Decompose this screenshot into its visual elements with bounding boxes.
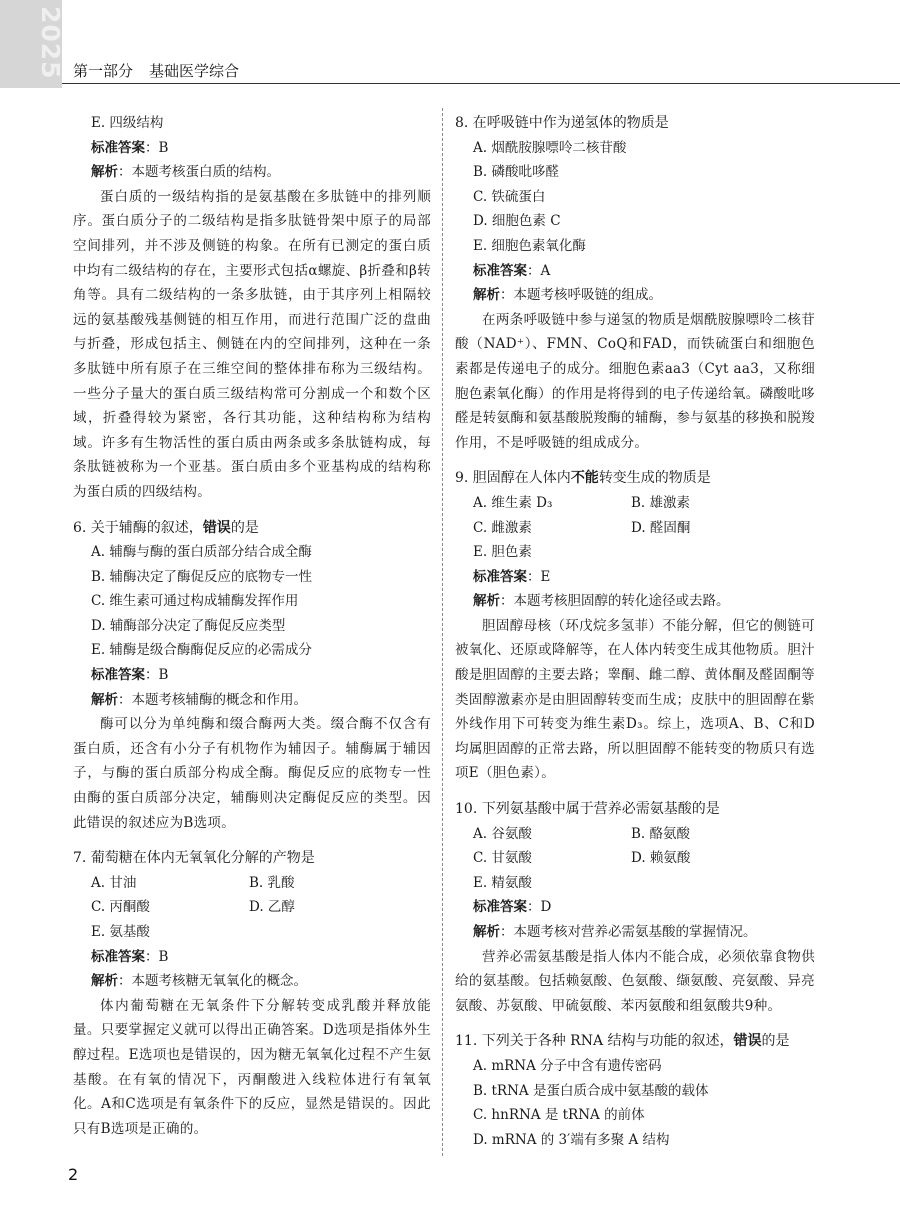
answer-value: ：B <box>145 948 169 965</box>
option-b: B. 酪氨酸 <box>631 825 691 842</box>
left-column <box>73 111 431 1152</box>
option-d: D. mRNA 的 3′端有多聚 A 结构 <box>473 1131 670 1148</box>
options-grid <box>455 491 815 540</box>
option-c: C. 甘氨酸 <box>473 850 532 867</box>
explanation-paragraph: 蛋白质的一级结构指的是氨基酸在多肽链中的排列顺序。蛋白质分子的二级结构是指多肽链骨架中原子的局部空间排列，并不涉及侧链的构象。在所有已测定的蛋白质中均有二级结构的存在，主要形式包括α螺旋、β折叠和β转角等。具有二级结构的一条多肽链，由于其序列上相隔较远的氨基酸残基侧链的相互作用，而进行范围广泛的盘曲与折叠，形成包括主、侧链在内的空间排列，这种在一条多肽链中所有原子在三维空间的整体排布称为三级结构。一些分子量大的蛋白质三级结构常可分割成一个和数个区域，折叠得较为紧密，各行其功能，这种结构称为结构域。许多有生物活性的蛋白质由两条或多条肽链构成，每条肽链被称为一个亚基。蛋白质由多个亚基构成的结构称为蛋白质的四级结构。 <box>73 188 431 500</box>
options-grid <box>455 822 815 871</box>
option-a: A. 烟酰胺腺嘌呤二核苷酸 <box>473 139 627 156</box>
analysis-label: 解析 <box>473 593 500 610</box>
analysis-label: 解析 <box>473 287 500 304</box>
stem-emphasis: 错误 <box>202 519 231 536</box>
answer-label: 标准答案 <box>473 899 527 916</box>
answer-line <box>73 945 431 970</box>
answer-line <box>73 663 431 688</box>
analysis-value: ：本题考核蛋白质的结构。 <box>118 164 280 181</box>
option-d: D. 醛固酮 <box>631 519 691 536</box>
option-c: C. 雌激素 <box>473 519 532 536</box>
option-a: A. mRNA 分子中含有遗传密码 <box>473 1057 662 1074</box>
subject-label: 基础医学综合 <box>149 62 240 80</box>
answer-label: 标准答案 <box>91 139 145 156</box>
question-7 <box>73 846 431 1141</box>
analysis-line <box>73 160 431 185</box>
options-grid <box>73 871 431 920</box>
analysis-line <box>455 283 815 308</box>
year-tab <box>0 0 65 88</box>
option-b: B. 磷酸吡哆醛 <box>473 164 560 181</box>
option-a: A. 甘油 <box>91 874 137 891</box>
answer-label: 标准答案 <box>473 262 527 279</box>
question-10 <box>455 797 815 1018</box>
question-stem <box>455 466 815 491</box>
question-6 <box>73 516 431 836</box>
question-9 <box>455 466 815 786</box>
option-a: A. 辅酶与酶的蛋白质部分结合成全酶 <box>91 544 312 561</box>
analysis-value: ：本题考核糖无氧氧化的概念。 <box>118 973 307 990</box>
stem-prefix: 9. 胆固醇在人体内 <box>455 470 571 487</box>
option-c: C. 丙酮酸 <box>91 899 150 916</box>
question-stem <box>73 516 431 541</box>
right-column <box>455 111 815 1163</box>
answer-label: 标准答案 <box>473 568 527 585</box>
option-d: D. 赖氨酸 <box>631 850 691 867</box>
answer-value: ：D <box>527 899 552 916</box>
question-8 <box>455 111 815 455</box>
question-5-tail <box>73 111 431 505</box>
answer-label: 标准答案 <box>91 948 145 965</box>
option-c: C. 铁硫蛋白 <box>473 188 546 205</box>
running-header <box>73 60 239 81</box>
option-c: C. hnRNA 是 tRNA 的前体 <box>473 1107 645 1124</box>
option-b: B. 乳酸 <box>249 874 295 891</box>
answer-line <box>455 259 815 284</box>
answer-value: ：A <box>527 262 551 279</box>
analysis-line <box>73 688 431 713</box>
stem-prefix: 6. 关于辅酶的叙述， <box>73 519 203 536</box>
question-stem: 8. 在呼吸链中作为递氢体的物质是 <box>455 115 669 131</box>
header-rule <box>62 83 900 84</box>
question-11 <box>455 1029 815 1152</box>
option-e: E. 细胞色素氧化酶 <box>473 237 586 254</box>
analysis-line <box>455 920 815 945</box>
option-b: B. 辅酶决定了酶促反应的底物专一性 <box>91 568 313 585</box>
analysis-value: ：本题考核胆固醇的转化途径或去路。 <box>500 593 730 610</box>
option-e: E. 胆色素 <box>473 544 532 561</box>
option-c: C. 维生素可通过构成辅酶发挥作用 <box>91 593 299 610</box>
option-d: D. 细胞色素 C <box>473 213 561 230</box>
stem-suffix: 转变生成的物质是 <box>598 470 711 487</box>
answer-value: ：B <box>145 139 169 156</box>
analysis-value: ：本题考核辅酶的概念和作用。 <box>118 691 307 708</box>
analysis-label: 解析 <box>473 924 500 940</box>
analysis-label: 解析 <box>91 973 118 990</box>
answer-value: ：E <box>527 568 551 585</box>
option-e: E. 精氨酸 <box>473 874 532 891</box>
option-e: E. 辅酶是级合酶酶促反应的必需成分 <box>91 642 312 659</box>
page-number: 2 <box>68 1165 79 1184</box>
option-d: D. 乙醇 <box>249 899 295 916</box>
explanation-paragraph: 体内葡萄糖在无氧条件下分解转变成乳酸并释放能量。只要掌握定义就可以得出正确答案。D选项是指体外生醇过程。E选项也是错误的，因为糖无氧氧化过程不产生氨基酸。在有氧的情况下，丙酮酸进入线粒体进行有氧氧化。A和C选项是有氧条件下的反应，显然是错误的。因此只有B选项是正确的。 <box>73 997 431 1137</box>
year-label: 2025 <box>36 6 65 80</box>
column-divider <box>442 108 443 1156</box>
option-e: E. 四级结构 <box>91 115 164 131</box>
answer-line <box>455 895 815 920</box>
analysis-line <box>73 969 431 994</box>
analysis-label: 解析 <box>91 164 118 181</box>
explanation-paragraph: 在两条呼吸链中参与递氢的物质是烟酰胺腺嘌呤二核苷酸（NAD⁺）、FMN、CoQ和FAD，而铁硫蛋白和细胞色素都是传递电子的成分。细胞色素aa3（Cyt aa3，又称细胞色素氧化酶）的作用是将得到的电子传递给氧。磷酸吡哆醛是转氨酶和氨基酸脱羧酶的辅酶，参与氨基的移换和脱羧作用，不是呼吸链的组成成分。 <box>455 311 815 451</box>
question-stem <box>455 1029 815 1054</box>
question-stem: 10. 下列氨基酸中属于营养必需氨基酸的是 <box>455 801 720 818</box>
stem-emphasis: 不能 <box>570 470 599 487</box>
explanation-paragraph: 胆固醇母核（环戊烷多氢菲）不能分解，但它的侧链可被氧化、还原或降解等，在人体内转变生成其他物质。胆汁酸是胆固醇的主要去路；睾酮、雌二醇、黄体酮及醛固酮等类固醇激素亦是由胆固醇转变而生成；皮肤中的胆固醇在紫外线作用下可转变为维生素D₃。综上，选项A、B、C和D均属胆固醇的正常去路，所以胆固醇不能转变的物质只有选项E（胆色素）。 <box>455 617 815 782</box>
explanation-paragraph: 酶可以分为单纯酶和缀合酶两大类。缀合酶不仅含有蛋白质，还含有小分子有机物作为辅因子。辅酶属于辅因子，与酶的蛋白质部分构成全酶。酶促反应的底物专一性由酶的蛋白质部分决定，辅酶则决定酶促反应的类型。因此错误的叙述应为B选项。 <box>73 716 431 831</box>
analysis-label: 解析 <box>91 691 118 708</box>
stem-suffix: 的是 <box>761 1033 790 1050</box>
option-a: A. 谷氨酸 <box>473 825 532 842</box>
option-e: E. 氨基酸 <box>91 924 150 940</box>
option-a: A. 维生素 D₃ <box>473 494 553 511</box>
stem-prefix: 11. 下列关于各种 RNA 结构与功能的叙述， <box>455 1033 734 1050</box>
analysis-value: ：本题考核呼吸链的组成。 <box>500 287 662 304</box>
answer-label: 标准答案 <box>91 667 145 684</box>
explanation-paragraph: 营养必需氨基酸是指人体内不能合成，必须依靠食物供给的氨基酸。包括赖氨酸、色氨酸、缬氨酸、亮氨酸、异亮氨酸、苏氨酸、甲硫氨酸、苯丙氨酸和组氨酸共9种。 <box>455 948 815 1014</box>
answer-line <box>455 565 815 590</box>
option-b: B. 雄激素 <box>631 494 691 511</box>
part-label: 第一部分 <box>73 62 134 80</box>
stem-emphasis: 错误 <box>733 1033 762 1050</box>
analysis-value: ：本题考核对营养必需氨基酸的掌握情况。 <box>500 924 757 940</box>
option-d: D. 辅酶部分决定了酶促反应类型 <box>91 617 286 634</box>
answer-value: ：B <box>145 667 169 684</box>
question-stem: 7. 葡萄糖在体内无氧氧化分解的产物是 <box>73 850 315 867</box>
analysis-line <box>455 589 815 614</box>
stem-suffix: 的是 <box>230 519 259 536</box>
option-b: B. tRNA 是蛋白质合成中氨基酸的载体 <box>473 1082 709 1099</box>
answer-line <box>73 136 431 161</box>
